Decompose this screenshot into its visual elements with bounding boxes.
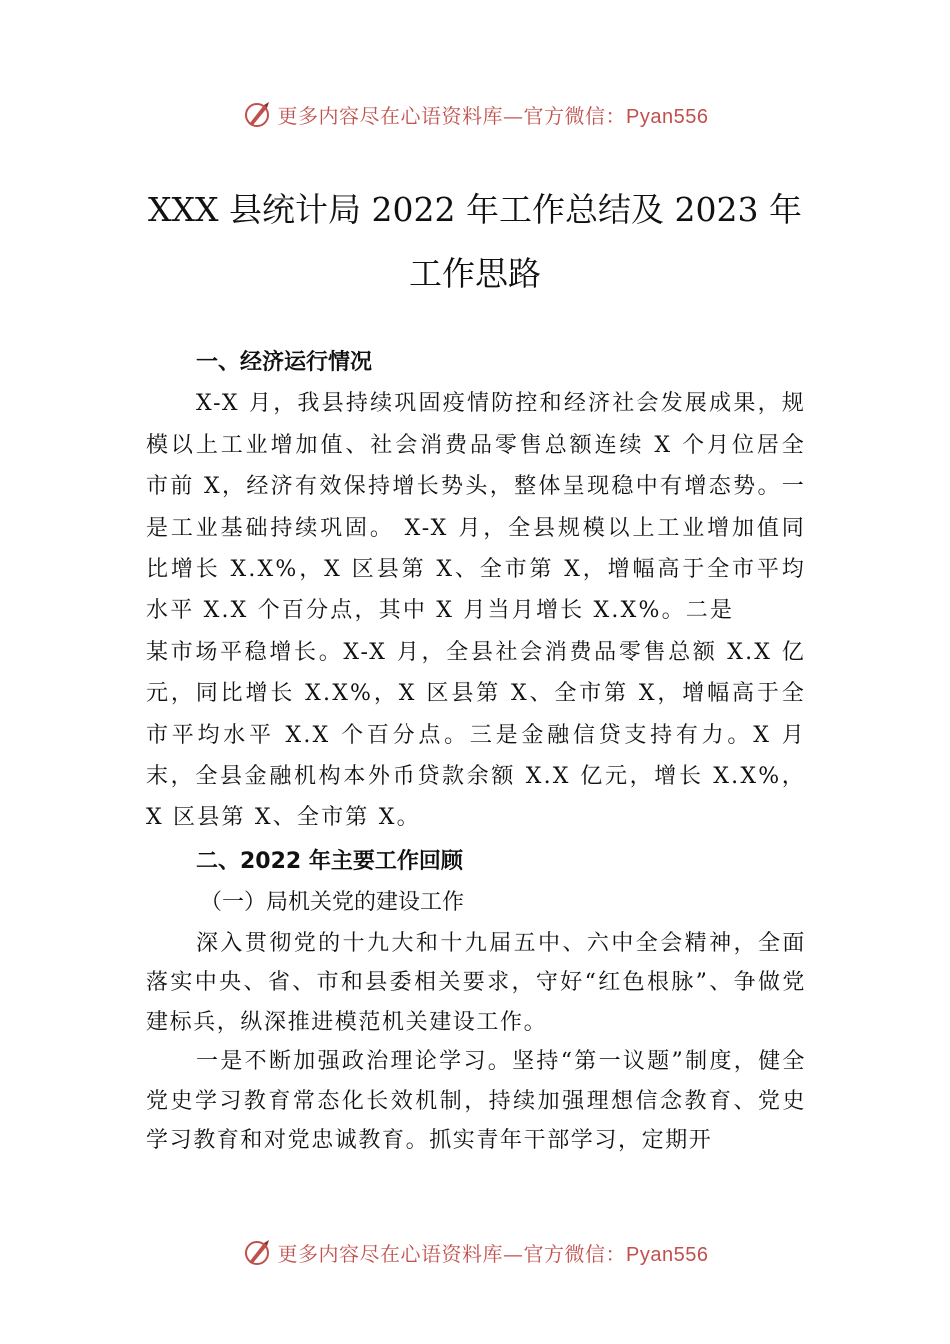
header-banner <box>0 94 950 134</box>
subsection-heading-1: （一）局机关党的建设工作 <box>200 890 465 916</box>
paragraph-economy-1: X-X 月，我县持续巩固疫情防控和经济社会发展成果，规模以上工业增加值、社会消费品零售总额连续 X 个月位居全市前 X，经济有效保持增长势头，整体呈现稳中有增态势。一是工业基础持续巩固。 X-X 月，全县规模以上工业增加值同比增长 X.X%，X 区县第 X、全市第 X，增幅高于全市平均水平 X.X 个百分点，其中 X 月当月增长 X.X%。二是 <box>146 391 806 624</box>
section-heading-1: 一、经济运行情况 <box>196 350 373 375</box>
section-heading-2: 二、2022 年主要工作回顾 <box>196 848 463 874</box>
paragraph-economy-2: 某市场平稳增长。X-X 月，全县社会消费品零售总额 X.X 亿元，同比增长 X.X%，X 区县第 X、全市第 X，增幅高于全市平均水平 X.X 个百分点。三是金融信贷支持有力。X 月末，全县金融机构本外币贷款余额 X.X 亿元，增长 X.X%，X 区县第 X、全市第 X。 <box>146 639 806 831</box>
paragraph-political-study: 一是不断加强政治理论学习。坚持“第一议题”制度，健全党史学习教育常态化长效机制，持续加强理想信念教育、党史学习教育和对党忠诚教育。抓实青年干部学习，定期开 <box>146 1049 806 1154</box>
banner-text: 更多内容尽在心语资料库—官方微信：Pyan556 <box>277 1241 709 1266</box>
title-line-1: XXX 县统计局 2022 年工作总结及 2023 年 <box>148 190 802 229</box>
document-body <box>146 342 806 1161</box>
banner-wechat-id: Pyan556 <box>626 105 709 128</box>
banner-wechat-id: Pyan556 <box>626 1243 709 1266</box>
paragraph-party-building: 深入贯彻党的十九大和十九届五中、六中全会精神，全面落实中央、省、市和县委相关要求，守好“红色根脉”、争做党建标兵，纵深推进模范机关建设工作。 <box>146 930 806 1035</box>
title-line-2: 工作思路 <box>409 254 541 293</box>
footer-banner <box>0 1232 950 1272</box>
document-title <box>140 178 810 306</box>
quill-pen-logo-icon <box>242 99 272 129</box>
banner-text: 更多内容尽在心语资料库—官方微信：Pyan556 <box>277 103 709 128</box>
quill-pen-logo-icon <box>242 1237 272 1267</box>
